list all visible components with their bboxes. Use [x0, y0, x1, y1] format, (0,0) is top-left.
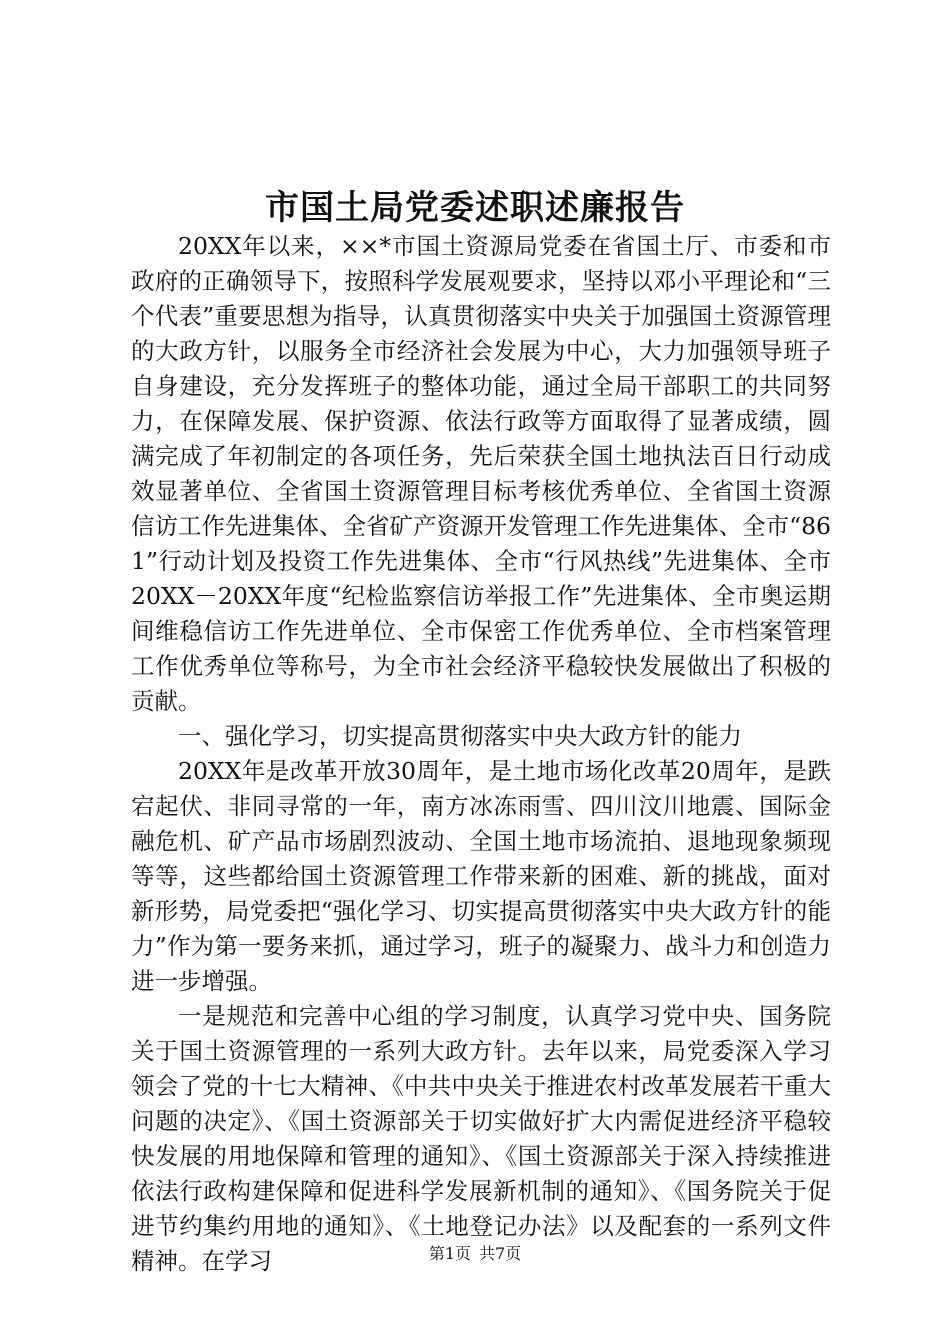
paragraph-section-1: 20XX年是改革开放30周年，是土地市场化改革20周年，是跌宕起伏、非同寻常的一年，南方冰冻雨雪、四川汶川地震、国际金融危机、矿产品市场剧烈波动、全国土地市场流拍、退地现象频现等等，这些都给国土资源管理工作带来新的困难、新的挑战，面对新形势，局党委把“强化学习、切实提高贯彻落实中央大政方针的能力”作为第一要务来抓，通过学习，班子的凝聚力、战斗力和创造力进一步增强。	[131, 757, 831, 995]
page-total: 共7页	[479, 1244, 522, 1263]
paragraph-intro: 20XX年以来，××*市国土资源局党委在省国土厅、市委和市政府的正确领导下，按照科学发展观要求，坚持以邓小平理论和“三个代表”重要思想为指导，认真贯彻落实中央关于加强国土资源管理的大政方针，以服务全市经济社会发展为中心，大力加强领导班子自身建设，充分发挥班子的整体功能，通过全局干部职工的共同努力，在保障发展、保护资源、依法行政等方面取得了显著成绩，圆满完成了年初制定的各项任务，先后荣获全国土地执法百日行动成效显著单位、全省国土资源管理目标考核优秀单位、全省国土资源信访工作先进集体、全省矿产资源开发管理工作先进集体、全市“861”行动计划及投资工作先进集体、全市“行风热线”先进集体、全市20XX－20XX年度“纪检监察信访举报工作”先进集体、全市奥运期间维稳信访工作先进单位、全市保密工作优秀单位、全市档案管理工作优秀单位等称号，为全市社会经济平稳较快发展做出了积极的贡献。	[131, 232, 831, 715]
paragraph-study-system: 一是规范和完善中心组的学习制度，认真学习党中央、国务院关于国土资源管理的一系列大政方针。去年以来，局党委深入学习领会了党的十七大精神、《中共中央关于推进农村改革发展若干重大问题的决定》、《国土资源部关于切实做好扩大内需促进经济平稳较快发展的用地保障和管理的通知》、《国土资源部关于深入持续推进依法行政构建保障和促进科学发展新机制的通知》、《国务院关于促进节约集约用地的通知》、《土地登记办法》以及配套的一系列文件精神。在学习	[131, 1002, 831, 1275]
document-title: 市国土局党委述职述廉报告	[265, 188, 685, 228]
page-footer	[0, 1242, 950, 1266]
page-number: 第1页	[428, 1244, 471, 1263]
section-heading-1: 一、强化学习，切实提高贯彻落实中央大政方针的能力	[178, 722, 742, 750]
document-body	[131, 229, 831, 1279]
